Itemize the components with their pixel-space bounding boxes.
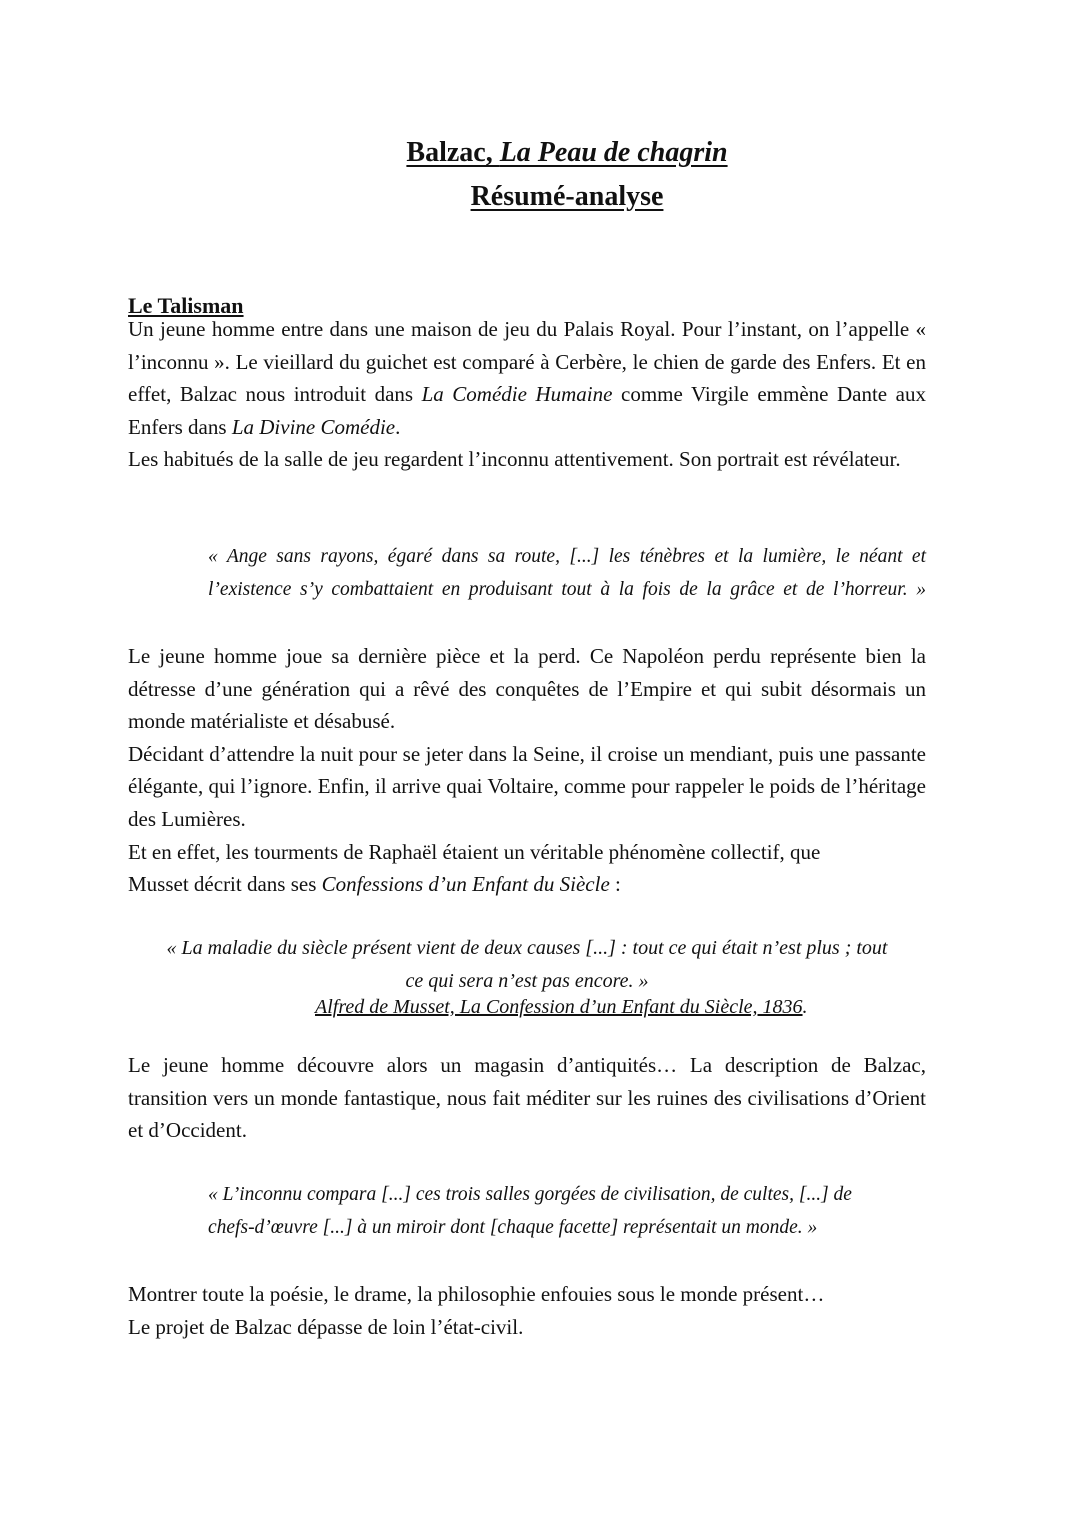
text: Le jeune homme découvre alors un magasin d’antiquités… La description de Balzac, transition vers un monde fantastique, nous fait méditer sur les ruines des civilisations d’Orient et d’Occident. xyxy=(128,1053,926,1143)
quote-line: ce qui sera n’est pas encore. » xyxy=(405,969,649,992)
title-work: La Peau de chagrin xyxy=(499,137,728,168)
document-subtitle: Résumé-analyse xyxy=(470,181,664,212)
paragraph-4 xyxy=(128,1278,926,1343)
quote-3 xyxy=(208,1179,926,1244)
quote-2 xyxy=(128,932,926,997)
quote-1 xyxy=(208,541,926,606)
quote-line: « L’inconnu compara [...] ces trois salles gorgées de civilisation, de cultes, [...] de xyxy=(208,1184,852,1205)
section-heading: Le Talisman xyxy=(128,293,244,318)
document-title xyxy=(0,137,1080,169)
quote-citation xyxy=(315,996,808,1019)
paragraph-1 xyxy=(128,313,926,476)
text: Et en effet, les tourments de Raphaël étaient un véritable phénomène collectif, que xyxy=(128,839,821,864)
quote-line: « La maladie du siècle présent vient de deux causes [...] : tout ce qui était n’est plus ; tout xyxy=(166,937,888,959)
text: Les habitués de la salle de jeu regardent l’inconnu attentivement. Son portrait est révélateur. xyxy=(128,447,901,472)
text: Décidant d’attendre la nuit pour se jeter dans la Seine, il croise un mendiant, puis une passante élégante, qui l’ignore. Enfin, il arrive quai Voltaire, comme pour rappeler le poids de l’héritage des Lumières. xyxy=(128,741,926,831)
title-author: Balzac, xyxy=(406,137,500,168)
quote-line: chefs-d’œuvre [...] à un miroir dont [chaque facette] représentait un monde. » xyxy=(208,1216,818,1238)
text: Le projet de Balzac dépasse de loin l’état-civil. xyxy=(128,1314,524,1339)
text: . xyxy=(395,414,401,439)
quote-line: « Ange sans rayons, égaré dans sa route, [...] les ténèbres et la lumière, le néant et xyxy=(208,546,926,567)
text: Montrer toute la poésie, le drame, la philosophie enfouies sous le monde présent… xyxy=(128,1282,825,1306)
text: comme Virgile emmène Dante aux Enfers dans xyxy=(128,382,926,439)
citation-end: . xyxy=(802,996,808,1018)
paragraph-2 xyxy=(128,640,926,901)
work-title: La Comédie Humaine xyxy=(421,382,613,407)
work-title: Confessions d’un Enfant du Siècle xyxy=(321,872,610,897)
text: : xyxy=(609,872,621,897)
text: Le jeune homme joue sa dernière pièce et la perd. Ce Napoléon perdu représente bien la détresse d’une génération qui a rêvé des conquêtes de l’Empire et qui subit désormais un monde matérialiste et désabusé. xyxy=(128,644,926,734)
text: Musset décrit dans ses xyxy=(128,872,322,897)
paragraph-3 xyxy=(128,1049,926,1147)
citation-text: Alfred de Musset, La Confession d’un Enfant du Siècle, 1836 xyxy=(315,996,803,1018)
work-title: La Divine Comédie xyxy=(231,414,396,439)
quote-line: l’existence s’y combattaient en produisant tout à la fois de la grâce et de l’horreur. » xyxy=(208,578,926,600)
text: Un jeune homme entre dans une maison de jeu du Palais Royal. Pour l’instant, on l’appelle « l’inconnu ». Le vieillard du guichet est comparé à Cerbère, le chien de garde des Enfers. Et en effet, Balzac nous introduit dans xyxy=(128,317,926,407)
